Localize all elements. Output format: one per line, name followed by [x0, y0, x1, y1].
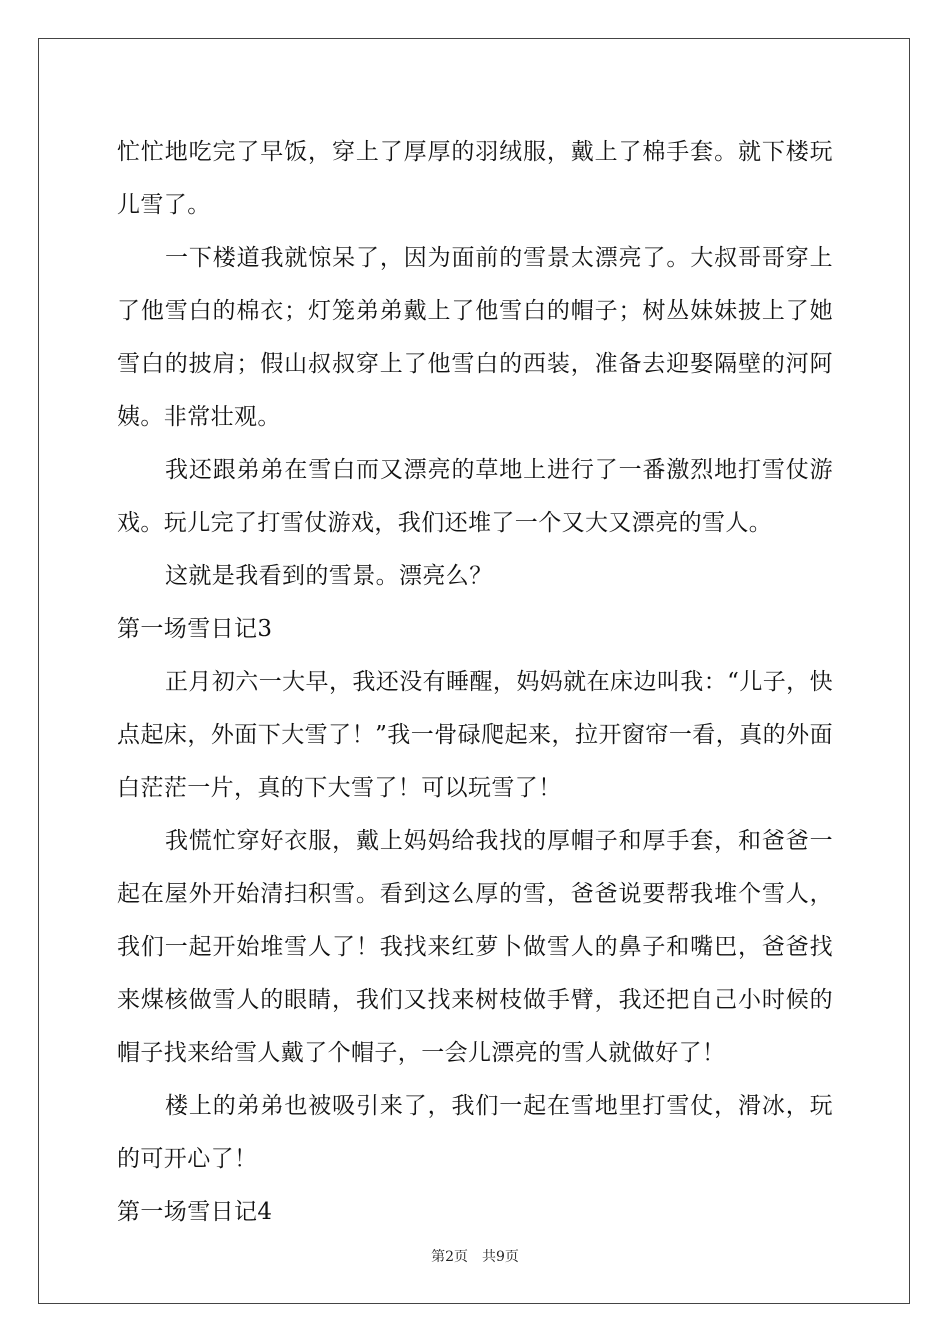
paragraph: 我慌忙穿好衣服，戴上妈妈给我找的厚帽子和厚手套，和爸爸一起在屋外开始清扫积雪。看到这么厚的雪，爸爸说要帮我堆个雪人，我们一起开始堆雪人了！我找来红萝卜做雪人的鼻子和嘴巴，爸爸找来煤核做雪人的眼睛，我们又找来树枝做手臂，我还把自己小时候的帽子找来给雪人戴了个帽子，一会儿漂亮的雪人就做好了！: [117, 828, 833, 1066]
page-number-footer: 第2页 共9页: [431, 1249, 519, 1265]
section-heading: 第一场雪日记3: [117, 616, 273, 642]
paragraph: 正月初六一大早，我还没有睡醒，妈妈就在床边叫我：“儿子，快点起床，外面下大雪了！”我一骨碌爬起来，拉开窗帘一看，真的外面白茫茫一片，真的下大雪了！可以玩雪了！: [117, 669, 833, 801]
paragraph: 这就是我看到的雪景。漂亮么？: [165, 563, 493, 589]
section-heading: 第一场雪日记4: [117, 1199, 273, 1225]
paragraph: 一下楼道我就惊呆了，因为面前的雪景太漂亮了。大叔哥哥穿上了他雪白的棉衣；灯笼弟弟戴上了他雪白的帽子；树丛妹妹披上了她雪白的披肩；假山叔叔穿上了他雪白的西装，准备去迎娶隔壁的河阿姨。非常壮观。: [117, 245, 833, 430]
document-body: [117, 126, 833, 1239]
paragraph: 忙忙地吃完了早饭，穿上了厚厚的羽绒服，戴上了棉手套。就下楼玩儿雪了。: [117, 139, 833, 218]
paragraph: 楼上的弟弟也被吸引来了，我们一起在雪地里打雪仗，滑冰，玩的可开心了！: [117, 1093, 833, 1172]
paragraph: 我还跟弟弟在雪白而又漂亮的草地上进行了一番激烈地打雪仗游戏。玩儿完了打雪仗游戏，我们还堆了一个又大又漂亮的雪人。: [117, 457, 833, 536]
